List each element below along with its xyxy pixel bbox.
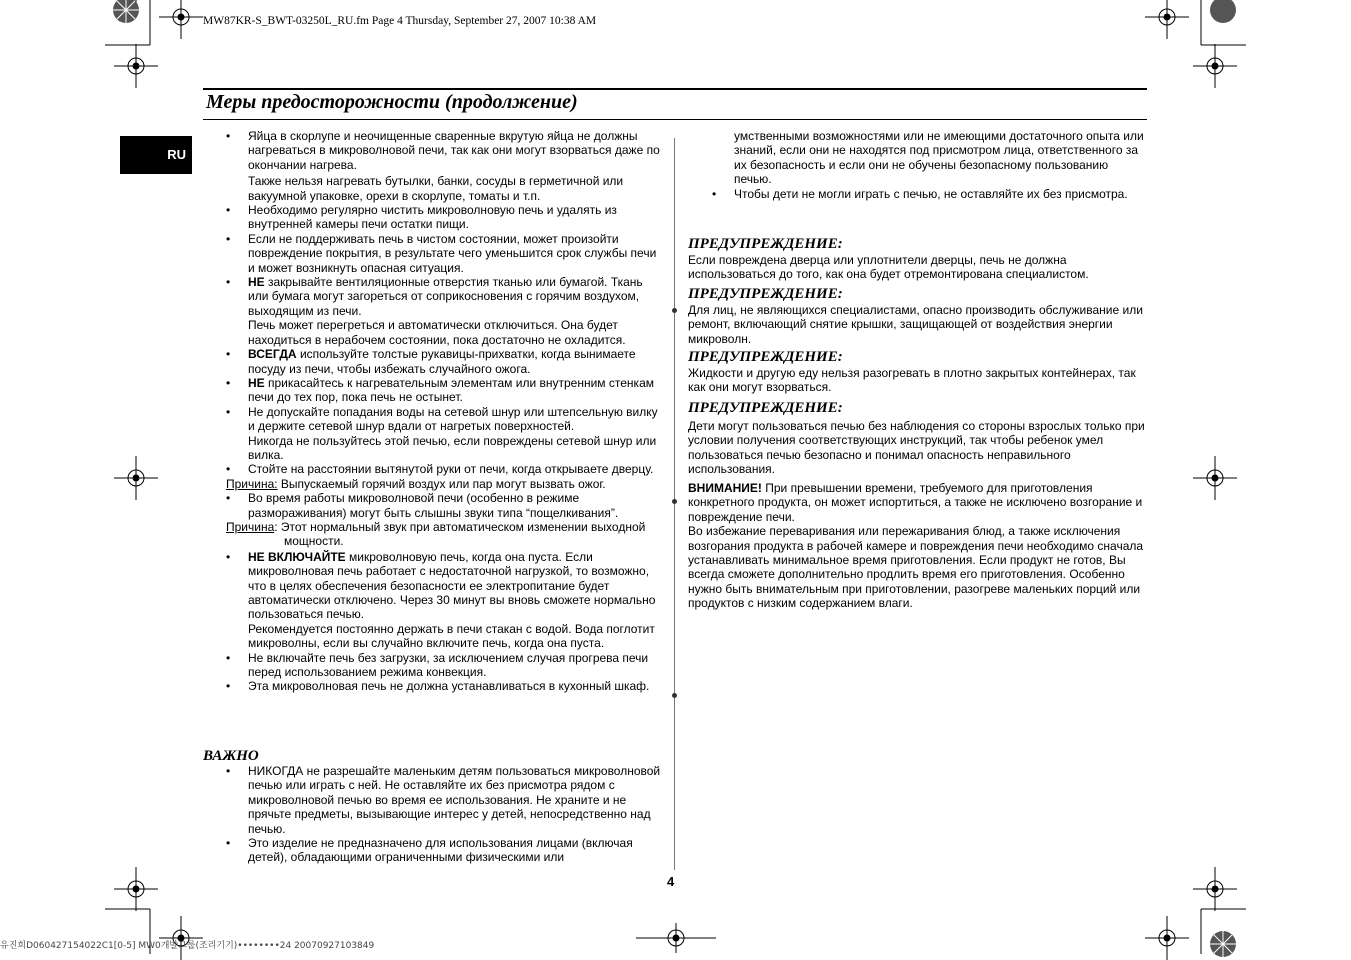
warning-text: Дети могут пользоваться печью без наблюдения со стороны взрослых только при условии получения соответствующих инструкций, так чтобы ребенок умел пользоваться печью безопасно и понимал опасность неправильного использования. xyxy=(688,419,1145,477)
list-item: • Не включайте печь без загрузки, за исключением случая прогрева печи перед использованием режима конвекция. xyxy=(226,651,664,680)
file-header: MW87KR-S_BWT-03250L_RU.fm Page 4 Thursday, September 27, 2007 10:38 AM xyxy=(203,15,597,27)
list-item xyxy=(226,376,664,405)
list-item-continuation: Рекомендуется постоянно держать в печи стакан с водой. Вода поглотит микроволны, если вы случайно включите печь, когда она пуста. xyxy=(248,621,655,651)
list-item-continuation: Печь может перегреться и автоматически отключиться. Она будет находиться в нерабочем состоянии, пока достаточно не охладится. xyxy=(248,318,626,347)
warning-1 xyxy=(688,235,1148,282)
list-item-text: микроволновую печь, когда она пуста. Если микроволновая печь работает с недостаточной нагрузкой, то возможно, что в целях обеспечения безопасности ее электропитание будет автоматически отключено. Через 30 минут вы вновь сможете нормально пользоваться печью. xyxy=(248,549,656,622)
color-wheel-icon xyxy=(1209,0,1237,24)
registration-mark-icon xyxy=(1145,0,1189,39)
emphasis: ВСЕГДА xyxy=(248,347,297,362)
warning-4 xyxy=(688,399,1148,477)
list-item: • Если не поддерживать печь в чистом состоянии, может произойти повреждение покрытия, в результате чего уменьшится срок службы печи и может возникнуть опасная ситуация. xyxy=(226,232,664,275)
title-rule-top xyxy=(203,88,1147,90)
emphasis: НЕ xyxy=(248,375,265,390)
list-item: • Необходимо регулярно чистить микроволновую печь и удалять из внутренней камеры печи остатки пищи. xyxy=(226,203,664,232)
list-item: • Стойте на расстоянии вытянутой руки от печи, когда открываете дверцу. xyxy=(226,462,664,476)
registration-mark-icon xyxy=(1193,44,1237,88)
reason-label: Причина xyxy=(226,519,275,534)
reason-text: Выпускаемый горячий воздух или пар могут вызвать ожог. xyxy=(277,476,606,491)
list-item: • Чтобы дети не могли играть с печью, не оставляйте их без присмотра. xyxy=(712,187,1148,201)
warning-heading: ПРЕДУПРЕЖДЕНИЕ: xyxy=(688,400,843,416)
list-item-continuation: умственными возможностями или не имеющими достаточного опыта или знаний, если они не находятся под присмотром лица, ответственного за их безопасность и если они не обучены безопасному пользованию печью. xyxy=(734,129,1144,187)
reason-label: Причина: xyxy=(226,476,278,491)
attention-paragraph xyxy=(688,481,1148,524)
list-item: • Во время работы микроволновой печи (особенно в режиме размораживания) могут быть слышны звуки типа “пощелкивания”. xyxy=(226,491,664,520)
warning-text: Жидкости и другую еду нельзя разогревать в плотно закрытых контейнерах, так как они могут взорваться. xyxy=(688,366,1136,395)
reason-line xyxy=(226,477,664,491)
divider-dot xyxy=(672,308,677,313)
list-item-continuation: Никогда не пользуйтесь этой печью, если повреждены сетевой шнур или вилка. xyxy=(248,433,657,462)
list-item: • Это изделие не предназначено для использования лицами (включая детей), обладающими ограниченными физическими или xyxy=(226,836,664,865)
warning-heading: ПРЕДУПРЕЖДЕНИЕ: xyxy=(688,349,843,365)
language-tab: RU xyxy=(120,136,192,174)
attention-block xyxy=(688,481,1148,611)
registration-mark-icon xyxy=(1145,916,1189,960)
list-item: • Яйца в скорлупе и неочищенные сваренные вкрутую яйца не должны нагреваться в микроволновой печи, так как они могут взорваться даже по окончании нагрева. xyxy=(226,129,664,172)
attention-text: При превышении времени, требуемого для приготовления конкретного продукта, он может испортиться, а также не исключено возгорание и повреждение печи. xyxy=(688,481,1143,524)
list-item-text: используйте толстые рукавицы-прихватки, когда вынимаете посуду из печи, чтобы избежать случайного ожога. xyxy=(248,347,636,376)
list-item xyxy=(226,550,664,622)
reason-text: : Этот нормальный звук при автоматическом изменении выходной мощности. xyxy=(274,519,646,549)
warning-text: Если повреждена дверца или уплотнители дверцы, печь не должна использоваться до того, как она будет отремонтирована специалистом. xyxy=(688,253,1089,282)
registration-mark-icon xyxy=(159,0,203,39)
attention-label: ВНИМАНИЕ! xyxy=(688,481,762,495)
registration-mark-icon xyxy=(1193,456,1237,500)
warning-text: Для лиц, не являющихся специалистами, опасно производить обслуживание или ремонт, включающий снятие крышки, защищающей от воздействия энергии микроволн. xyxy=(688,303,1143,346)
registration-mark-icon xyxy=(114,867,158,911)
emphasis: НЕ ВКЛЮЧАЙТЕ xyxy=(248,549,346,564)
list-item-continuation: Также нельзя нагревать бутылки, банки, сосуды в герметичной или вакуумной упаковке, орехи в скорлупе, томаты и т.п. xyxy=(248,174,624,203)
attention-paragraph-2: Во избежание переваривания или пережаривания блюд, а также исключения возгорания продукта в рабочей камере и повреждения печи необходимо сначала устанавливать минимальное время приготовления. Если продукт не готов, Вы всегда сможете дополнительно продлить время его приготовления. Особенно нужно быть внимательным при приготовлении, разогреве маленьких порций или продуктов с низким содержанием влаги. xyxy=(688,524,1144,611)
list-item xyxy=(226,275,664,318)
list-item xyxy=(226,347,664,376)
warning-3 xyxy=(688,348,1148,395)
important-heading: ВАЖНО xyxy=(203,748,259,764)
registration-mark-icon xyxy=(1193,867,1237,911)
left-column xyxy=(226,129,664,694)
list-item-text: прикасайтесь к нагревательным элементам или внутренним стенкам печи до тех пор, пока печь не остынет. xyxy=(248,375,654,405)
print-footer: 유진희D060427154022C1[0-5] MW0개발그룹(조리기기)••••••••24 20070927103849 xyxy=(0,941,375,951)
color-wheel-icon xyxy=(112,0,140,24)
page-number: 4 xyxy=(667,874,675,889)
registration-mark-icon xyxy=(114,456,158,500)
warning-2 xyxy=(688,285,1148,346)
important-list xyxy=(226,764,664,865)
warning-heading: ПРЕДУПРЕЖДЕНИЕ: xyxy=(688,286,843,302)
column-divider xyxy=(674,138,675,870)
list-item: • Эта микроволновая печь не должна устанавливаться в кухонный шкаф. xyxy=(226,679,664,693)
warning-heading: ПРЕДУПРЕЖДЕНИЕ: xyxy=(688,236,843,252)
right-column-top xyxy=(712,129,1148,201)
page-title: Меры предосторожности (продолжение) xyxy=(206,91,578,113)
emphasis: НЕ xyxy=(248,275,265,290)
reason-line xyxy=(226,520,664,549)
title-rule-bottom xyxy=(203,119,1147,120)
registration-mark-icon xyxy=(114,44,158,88)
divider-dot xyxy=(672,499,677,504)
list-item-text: закрывайте вентиляционные отверстия тканью или бумагой. Ткань или бумага могут загореться от соприкосновения с горячим воздухом, выходящим из печи. xyxy=(248,275,643,318)
registration-mark-icon xyxy=(636,923,716,953)
divider-dot xyxy=(672,693,677,698)
list-item: • НИКОГДА не разрешайте маленьким детям пользоваться микроволновой печью или играть с ней. Не оставляйте их без присмотра рядом с микроволновой печью во время ее использования. Не храните и не прячьте предметы, вызывающие интерес у детей, непосредственно над печью. xyxy=(226,764,664,836)
list-item: • Не допускайте попадания воды на сетевой шнур или штепсельную вилку и держите сетевой шнур вдали от нагретых поверхностей. xyxy=(226,405,664,434)
